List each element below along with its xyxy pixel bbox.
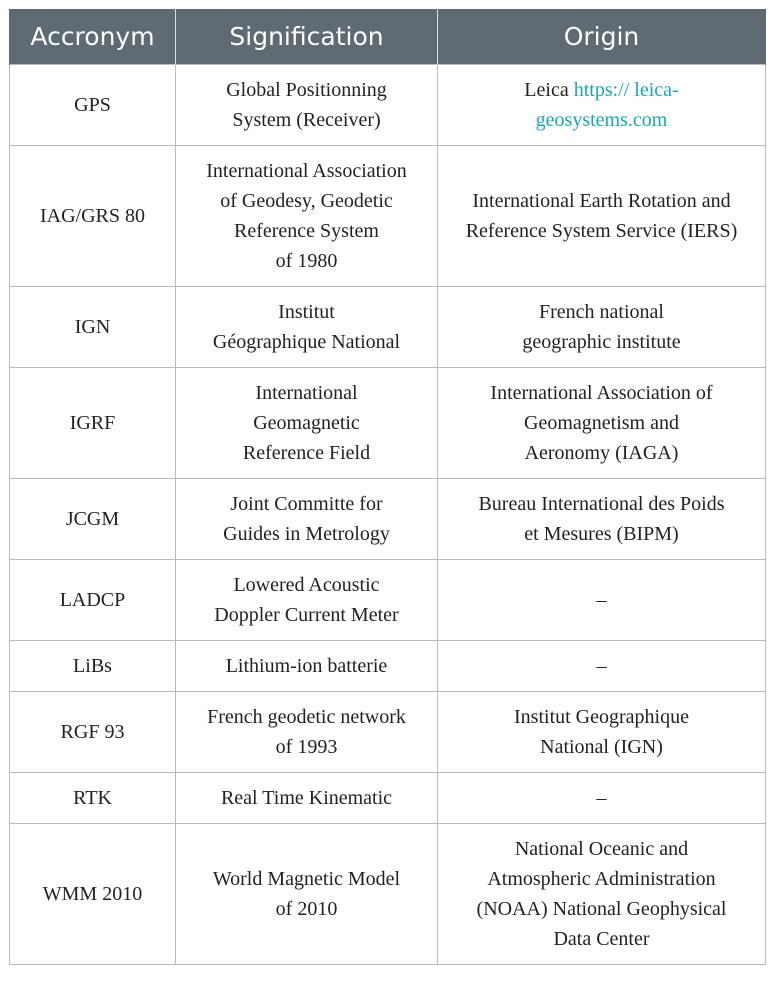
origin-line: French national	[539, 301, 664, 323]
origin-line: (NOAA) National Geophysical	[476, 898, 727, 920]
signification-line: of Geodesy, Geodetic	[220, 190, 393, 212]
cell-origin: –	[438, 560, 766, 641]
signification-line: Joint Committe for	[230, 493, 383, 515]
origin-line: International Association of	[490, 382, 713, 404]
origin-line: Atmospheric Administration	[487, 868, 716, 890]
signification-line: of 2010	[275, 898, 338, 920]
acronyms-table	[9, 9, 766, 965]
cell-acronym: WMM 2010	[10, 824, 176, 965]
cell-acronym: LiBs	[10, 641, 176, 692]
header-row	[10, 9, 766, 65]
cell-signification	[176, 287, 438, 368]
header-signification: Signification	[176, 9, 438, 65]
table-row	[10, 479, 766, 560]
origin-text: International Earth Rotation and Reference System Service (IERS)	[465, 190, 738, 242]
header-acronym: Accronym	[10, 9, 176, 65]
cell-acronym: IGN	[10, 287, 176, 368]
signification-line: Institut	[278, 301, 335, 323]
cell-signification	[176, 368, 438, 479]
origin-line: National Oceanic and	[514, 838, 689, 860]
origin-line: et Mesures (BIPM)	[524, 523, 679, 545]
table-header	[10, 9, 766, 65]
origin-link[interactable]: https:// leica-geosystems.com	[535, 79, 679, 131]
table-row	[10, 692, 766, 773]
origin-line: Data Center	[553, 928, 650, 950]
table-row	[10, 641, 766, 692]
cell-signification	[176, 824, 438, 965]
cell-signification	[176, 479, 438, 560]
cell-origin	[438, 287, 766, 368]
cell-origin	[438, 692, 766, 773]
signification-line: Lowered Acoustic	[233, 574, 380, 596]
cell-signification	[176, 65, 438, 146]
signification-line: French geodetic network	[207, 706, 406, 728]
signification-line: Reference Field	[242, 442, 371, 464]
cell-origin	[438, 368, 766, 479]
signification-line: of 1993	[275, 736, 338, 758]
table-row	[10, 65, 766, 146]
cell-origin	[438, 146, 766, 287]
cell-signification: Real Time Kinematic	[176, 773, 438, 824]
origin-line: Bureau International des Poids	[478, 493, 725, 515]
table-row	[10, 560, 766, 641]
cell-signification	[176, 692, 438, 773]
cell-origin: –	[438, 773, 766, 824]
cell-acronym: GPS	[10, 65, 176, 146]
cell-origin	[438, 65, 766, 146]
signification-text: Global Positionning System (Receiver)	[226, 79, 387, 131]
origin-line: Aeronomy (IAGA)	[524, 442, 679, 464]
acronyms-table-container	[9, 9, 765, 965]
origin-line: Institut Geographique	[514, 706, 689, 728]
signification-line: International Association	[206, 160, 407, 182]
origin-line: Geomagnetism and	[524, 412, 679, 434]
origin-text: Leica	[524, 79, 574, 101]
table-row	[10, 824, 766, 965]
table-row	[10, 146, 766, 287]
cell-signification	[176, 146, 438, 287]
signification-line: Géographique National	[212, 331, 401, 353]
cell-acronym: IAG/GRS 80	[10, 146, 176, 287]
origin-line: geographic institute	[522, 331, 681, 353]
table-row	[10, 287, 766, 368]
cell-acronym: JCGM	[10, 479, 176, 560]
cell-signification: Lithium-ion batterie	[176, 641, 438, 692]
signification-line: Geomagnetic	[253, 412, 360, 434]
cell-origin: –	[438, 641, 766, 692]
cell-acronym: IGRF	[10, 368, 176, 479]
table-row	[10, 773, 766, 824]
cell-origin	[438, 479, 766, 560]
header-origin: Origin	[438, 9, 766, 65]
signification-line: International	[255, 382, 358, 404]
cell-acronym: RTK	[10, 773, 176, 824]
cell-acronym: RGF 93	[10, 692, 176, 773]
origin-line: National (IGN)	[540, 736, 663, 758]
signification-line: Reference System	[234, 220, 379, 242]
table-row	[10, 368, 766, 479]
signification-line: Doppler Current Meter	[214, 604, 399, 626]
cell-signification	[176, 560, 438, 641]
signification-line: of 1980	[275, 250, 338, 272]
cell-acronym: LADCP	[10, 560, 176, 641]
signification-line: Guides in Metrology	[223, 523, 390, 545]
cell-origin	[438, 824, 766, 965]
table-body	[10, 65, 766, 965]
signification-line: World Magnetic Model	[212, 868, 401, 890]
